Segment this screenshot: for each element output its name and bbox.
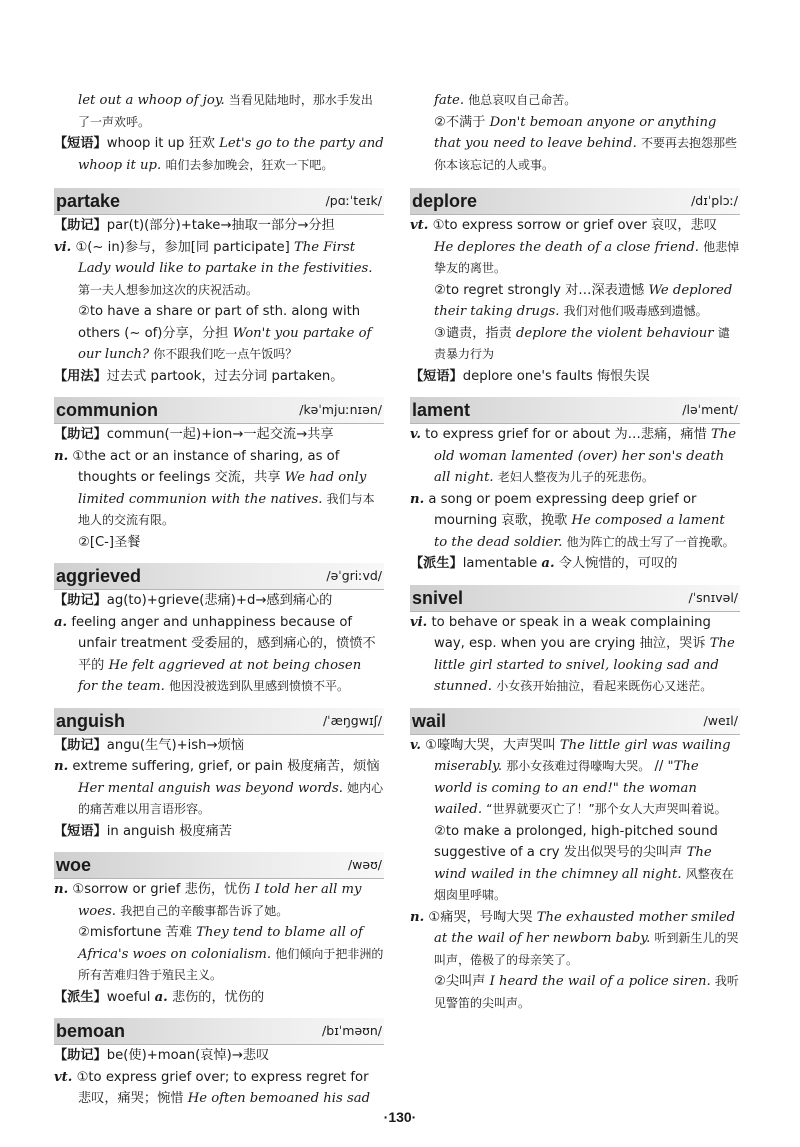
example-sentence: He felt aggrieved at not being chosen for the team. bbox=[78, 657, 362, 694]
mnemonic-text: commun(一起)+ion→一起交流→共享 bbox=[106, 427, 334, 442]
example-sentence: The little girl started to snivel, looking sad and stunned. bbox=[434, 636, 735, 694]
headword: communion bbox=[56, 400, 158, 420]
phrase-text: in anguish 极度痛苦 bbox=[106, 823, 232, 839]
example-translation: 不要再去抱怨那些你本该忘记的人或事。 bbox=[434, 136, 738, 172]
example-translation: 小女孩开始抽泣，看起来既伤心又迷茫。 bbox=[496, 679, 713, 693]
example-sentence: The little girl was wailing miserably. bbox=[434, 737, 731, 774]
example-sentence: deplore the violent behaviour bbox=[515, 325, 714, 341]
sense-definition: to express grief for or about 为…悲痛，痛惜 bbox=[425, 427, 707, 442]
mnemonic-tag: 【助记】 bbox=[54, 218, 107, 233]
entry-header-snivel bbox=[410, 585, 740, 612]
headword: partake bbox=[56, 191, 121, 211]
example-translation: 那小女孩难过得嚎啕大哭。 bbox=[506, 759, 651, 773]
sense-definition: ①the act or an instance of sharing, as of thoughts or feelings 交流，共享 bbox=[72, 448, 340, 485]
entry-header-lament bbox=[410, 397, 740, 424]
derivative-tag: 【派生】 bbox=[410, 556, 463, 571]
left-column bbox=[54, 90, 384, 1110]
part-of-speech: n. bbox=[54, 759, 69, 774]
sense-definition: ②to have a share or part of sth. along with others (~ of)分享，分担 bbox=[78, 304, 361, 341]
derivative-tag: 【派生】 bbox=[54, 989, 107, 1005]
sense-definition: ②不满于 bbox=[434, 114, 486, 130]
mnemonic-tag: 【助记】 bbox=[54, 1048, 107, 1063]
mnemonic-tag: 【助记】 bbox=[54, 427, 107, 442]
pronunciation: /ləˈment/ bbox=[682, 402, 738, 417]
entry-header-partake bbox=[54, 188, 384, 215]
phrase-tag: 【短语】 bbox=[54, 136, 107, 151]
example-translation: 他为阵亡的战士写了一首挽歌。 bbox=[566, 534, 735, 549]
derivative-meaning: 悲伤的，忧伤的 bbox=[171, 989, 265, 1005]
example-sentence: Don't bemoan anyone or anything that you need to leave behind. bbox=[434, 114, 717, 151]
sense-definition: ①to express grief over; to express regret for 悲叹，痛哭；惋惜 bbox=[76, 1069, 369, 1106]
sense-definition: ②to regret strongly 对…深表遗憾 bbox=[434, 282, 645, 298]
mnemonic-text: ag(to)+grieve(悲痛)+d→感到痛心的 bbox=[106, 593, 333, 608]
example-translation: 你不跟我们吃一点午饭吗？ bbox=[153, 347, 298, 361]
entry-body-woe bbox=[54, 879, 384, 1008]
entry-header-bemoan bbox=[54, 1018, 384, 1045]
example-translation: 我听见警笛的尖叫声。 bbox=[434, 974, 739, 1010]
headword: wail bbox=[412, 710, 447, 731]
pronunciation: /weɪl/ bbox=[703, 712, 738, 728]
example-translation: 咱们去参加晚会，狂欢一下吧。 bbox=[165, 157, 334, 172]
part-of-speech: vi. bbox=[410, 614, 428, 630]
example-sentence: The First Lady would like to partake in the festivities. bbox=[78, 239, 373, 276]
usage-text: 过去式 partook，过去分词 partaken。 bbox=[106, 368, 344, 384]
example-sentence: The exhausted mother smiled at the wail of her newborn baby. bbox=[434, 909, 736, 946]
example-sentence: I told her all my woes. bbox=[78, 882, 362, 919]
example-translation: 我们与本地人的交流有限。 bbox=[78, 491, 375, 527]
entry-body-bemoan bbox=[54, 1045, 384, 1110]
sense-definition: ①(~ in)参与，参加[同 participate] bbox=[75, 239, 290, 255]
sense-definition: extreme suffering, grief, or pain 极度痛苦，烦恼 bbox=[72, 759, 380, 774]
example-translation: 他悲悼挚友的离世。 bbox=[434, 239, 740, 275]
part-of-speech: n. bbox=[410, 909, 425, 925]
example-translation: 当看见陆地时，那水手发出了一声欢呼。 bbox=[78, 93, 373, 129]
part-of-speech: vt. bbox=[54, 1069, 73, 1085]
part-of-speech: a. bbox=[154, 989, 168, 1005]
entry-header-wail bbox=[410, 708, 740, 735]
example-translation: 他因没被选到队里感到愤愤不平。 bbox=[168, 679, 349, 693]
sense-definition: to behave or speak in a weak complaining way, esp. when you are crying 抽泣，哭诉 bbox=[431, 614, 711, 651]
entry-header-aggrieved bbox=[54, 563, 384, 590]
example-sentence: I heard the wail of a police siren. bbox=[489, 974, 711, 989]
example-translation: “世界就要灭亡了！”那个女人大声哭叫着说。 bbox=[486, 802, 727, 816]
continued-entry-top bbox=[410, 90, 740, 176]
sense-definition: ①嚎啕大哭，大声哭叫 bbox=[425, 737, 556, 753]
example-translation: 我把自己的辛酸事都告诉了她。 bbox=[120, 903, 289, 918]
part-of-speech: vt. bbox=[410, 218, 429, 233]
headword: snivel bbox=[412, 587, 464, 608]
example-sentence: let out a whoop of joy. bbox=[78, 93, 225, 108]
derivative-word: woeful bbox=[106, 989, 151, 1005]
entry-header-communion bbox=[54, 397, 384, 424]
entry-body-deplore bbox=[410, 215, 740, 387]
headword: woe bbox=[56, 855, 92, 875]
part-of-speech: n. bbox=[54, 448, 69, 464]
example-translation: 他总哀叹自己命苦。 bbox=[468, 93, 577, 107]
right-column bbox=[410, 90, 740, 1014]
example-translation: 第一夫人想参加这次的庆祝活动。 bbox=[78, 282, 259, 297]
phrase-tag: 【短语】 bbox=[410, 368, 463, 384]
sense-definition: ②misfortune 苦难 bbox=[78, 925, 192, 940]
mnemonic-text: be(使)+moan(哀悼)→悲叹 bbox=[106, 1048, 270, 1063]
headword: deplore bbox=[412, 191, 478, 211]
part-of-speech: a. bbox=[54, 614, 68, 630]
entry-body-partake bbox=[54, 215, 384, 387]
mnemonic-text: par(t)(部分)+take→抽取一部分→分担 bbox=[106, 218, 335, 233]
sense-definition: feeling anger and unhappiness because of unfair treatment 受委屈的，感到痛心的，愤愤不平的 bbox=[71, 614, 376, 673]
example-sentence: "The world is coming to an end!" the woman wailed. bbox=[434, 759, 699, 817]
pronunciation: /kəˈmjuːnɪən/ bbox=[299, 402, 382, 417]
part-of-speech: a. bbox=[541, 556, 555, 571]
part-of-speech: v. bbox=[410, 427, 421, 442]
sense-definition: ③谴责，指责 bbox=[434, 325, 512, 341]
entry-header-deplore bbox=[410, 188, 740, 215]
part-of-speech: v. bbox=[410, 737, 421, 753]
example-translation: 风整夜在烟囱里呼啸。 bbox=[434, 866, 734, 902]
derivative-word: lamentable bbox=[462, 556, 538, 571]
mnemonic-tag: 【助记】 bbox=[54, 593, 107, 608]
pronunciation: /əˈgriːvd/ bbox=[326, 568, 382, 583]
headword: bemoan bbox=[56, 1021, 126, 1041]
example-sentence: The wind wailed in the chimney all night. bbox=[434, 845, 712, 882]
example-sentence: The old woman lamented (over) her son's death all night. bbox=[434, 427, 737, 485]
sense-definition: a song or poem expressing deep grief or mourning 哀歌，挽歌 bbox=[428, 491, 697, 528]
example-sentence: Won't you partake of our lunch? bbox=[78, 325, 372, 362]
example-translation: 他们倾向于把非洲的所有苦难归咎于殖民主义。 bbox=[78, 946, 384, 982]
example-sentence: They tend to blame all of Africa's woes on colonialism. bbox=[78, 925, 363, 962]
mnemonic-text: angu(生气)+ish→烦恼 bbox=[106, 737, 244, 753]
sense-definition: ②to make a prolonged, high-pitched sound suggestive of a cry 发出似哭号的尖叫声 bbox=[434, 823, 718, 860]
headword: aggrieved bbox=[56, 566, 142, 586]
continued-entry-top bbox=[54, 90, 384, 176]
headword: lament bbox=[412, 400, 471, 420]
entry-body-communion bbox=[54, 424, 384, 553]
example-translation: 谴责暴力行为 bbox=[434, 325, 730, 361]
entry-body-snivel bbox=[410, 612, 740, 698]
entry-header-anguish bbox=[54, 708, 384, 735]
mnemonic-tag: 【助记】 bbox=[54, 737, 107, 753]
entry-body-wail bbox=[410, 735, 740, 1015]
sense-definition: ①to express sorrow or grief over 哀叹，悲叹 bbox=[432, 218, 717, 233]
example-translation: 我们对他们吸毒感到遗憾。 bbox=[563, 304, 708, 318]
phrase-text: deplore one's faults 悔恨失误 bbox=[462, 368, 650, 384]
entry-header-woe bbox=[54, 852, 384, 879]
derivative-meaning: 令人惋惜的，可叹的 bbox=[558, 556, 678, 571]
entry-body-lament bbox=[410, 424, 740, 575]
phrase-text: whoop it up 狂欢 bbox=[106, 136, 215, 151]
entry-body-anguish bbox=[54, 735, 384, 843]
headword: anguish bbox=[56, 710, 126, 731]
pronunciation: /ˈsnɪvəl/ bbox=[688, 589, 738, 605]
example-translation: 老妇人整夜为儿子的死悲伤。 bbox=[497, 470, 654, 484]
usage-tag: 【用法】 bbox=[54, 368, 107, 384]
example-sentence: Let's go to the party and whoop it up. bbox=[78, 136, 384, 173]
pronunciation: /pɑːˈteɪk/ bbox=[325, 193, 382, 208]
sense-definition: ①sorrow or grief 悲伤，忧伤 bbox=[72, 882, 251, 897]
sense-definition: ②[C-]圣餐 bbox=[78, 534, 141, 550]
example-sentence: We deplored their taking drugs. bbox=[434, 282, 733, 319]
part-of-speech: n. bbox=[54, 882, 69, 897]
part-of-speech: vi. bbox=[54, 239, 72, 255]
page-number: ·130· bbox=[383, 1109, 417, 1125]
pronunciation: /bɪˈməʊn/ bbox=[322, 1023, 382, 1038]
example-translation: 她内心的痛苦难以用言语形容。 bbox=[78, 780, 384, 816]
sense-definition: ①痛哭，号啕大哭 bbox=[428, 909, 533, 925]
example-sentence: fate. bbox=[434, 93, 465, 108]
part-of-speech: n. bbox=[410, 491, 425, 507]
example-sentence: We had only limited communion with the natives. bbox=[78, 470, 367, 507]
pronunciation: /wəʊ/ bbox=[347, 857, 382, 872]
phrase-tag: 【短语】 bbox=[54, 823, 107, 839]
separator: // bbox=[654, 759, 664, 774]
pronunciation: /dɪˈplɔː/ bbox=[691, 193, 738, 208]
example-sentence: He composed a lament to the dead soldier. bbox=[434, 513, 725, 550]
sense-definition: ②尖叫声 bbox=[434, 974, 486, 989]
example-sentence: Her mental anguish was beyond words. bbox=[78, 780, 343, 796]
entry-body-aggrieved bbox=[54, 590, 384, 698]
example-sentence: He deplores the death of a close friend. bbox=[434, 239, 699, 255]
example-translation: 听到新生儿的哭叫声，倦极了的母亲笑了。 bbox=[434, 931, 739, 967]
example-sentence: He often bemoaned his sad bbox=[187, 1091, 371, 1106]
pronunciation: /ˈæŋgwɪʃ/ bbox=[322, 712, 382, 728]
